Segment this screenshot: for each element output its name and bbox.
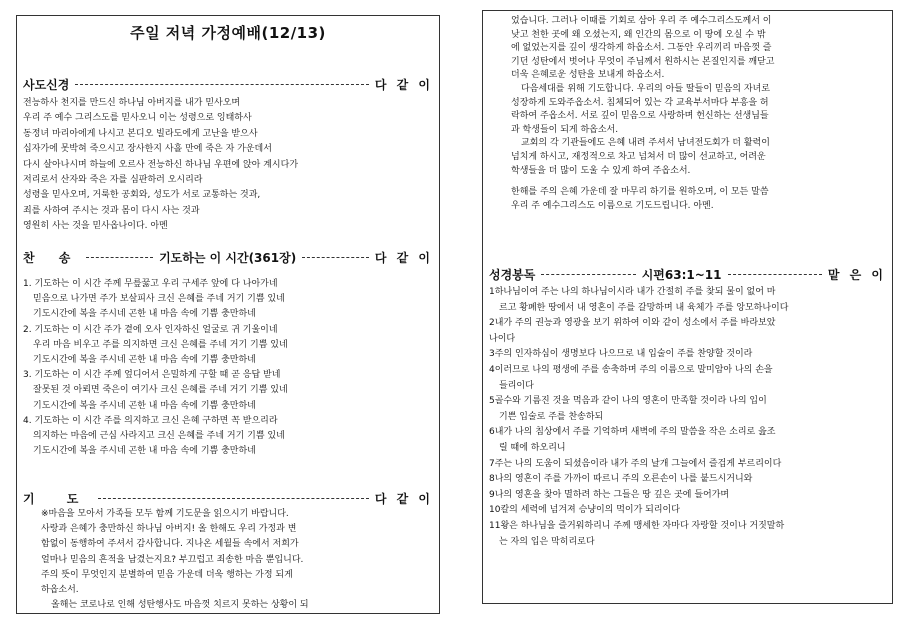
verse-line: 4이러므로 나의 평생에 주를 송축하며 주의 이름으로 말미암아 나의 손을 bbox=[489, 364, 773, 375]
prayer-line: 에 없었는지를 깊이 생각하게 하옵소서. 그동안 우리끼리 마음껏 즐 bbox=[511, 43, 772, 54]
hymn-line: 1. 기도하는 이 시간 주께 무릎꿇고 우리 구세주 앞에 다 나아가네 bbox=[23, 279, 278, 289]
verse-line: 6내가 나의 침상에서 주를 기억하며 새벽에 주의 말씀을 작은 소리로 읊조 bbox=[489, 427, 776, 438]
verse-line: 9나의 영혼을 찾아 멸하려 하는 그들은 땅 깊은 곳에 들어가며 bbox=[489, 489, 730, 500]
creed-line: 죄를 사하여 주시는 것과 몸이 다시 사는 것과 bbox=[23, 205, 200, 216]
creed-leader: 다 같 이 bbox=[374, 78, 433, 92]
prayer-line: 교회의 각 기관들에도 은혜 내려 주셔서 남녀전도회가 더 활력이 bbox=[521, 138, 770, 149]
verse-line: 르고 황폐한 땅에서 내 영혼이 주를 갈망하며 내 육체가 주를 앙모하나이다 bbox=[499, 302, 789, 313]
spacer bbox=[511, 178, 884, 186]
creed-label: 사도신경 bbox=[23, 78, 70, 92]
divider bbox=[75, 84, 368, 85]
verse-line: 3주의 인자하심이 생명보다 나으므로 내 입술이 주를 찬양할 것이라 bbox=[489, 349, 753, 360]
hymn-line: 믿음으로 나가면 주가 보살피사 크신 은혜를 주네 거기 기쁨 있네 bbox=[33, 294, 285, 305]
left-page bbox=[16, 15, 440, 614]
hymn-heading bbox=[23, 249, 433, 266]
prayer-line: 얼마나 믿음의 흔적을 남겼는지요? 부끄럽고 죄송한 마음 뿐입니다. bbox=[41, 554, 304, 565]
creed-line: 성령을 믿사오며, 거룩한 공회와, 성도가 서로 교통하는 것과, bbox=[23, 190, 261, 201]
prayer-line: 하옵소서. bbox=[41, 585, 79, 596]
scripture-heading bbox=[489, 266, 886, 283]
prayer-line: 주의 뜻이 무엇인지 분별하여 믿음 가운데 더욱 행하는 가정 되게 bbox=[41, 569, 293, 580]
hymn-lyrics bbox=[23, 277, 429, 459]
creed-line: 우리 주 예수 그리스도를 믿사오니 이는 성령으로 잉태하사 bbox=[23, 113, 252, 124]
prayer-label: 기 도 bbox=[23, 492, 93, 506]
prayer-text bbox=[41, 507, 429, 613]
hymn-line: 의지하는 마음에 근심 사라지고 크신 은혜를 주네 거기 기쁨 있네 bbox=[33, 431, 285, 442]
prayer-line: 사랑과 은혜가 충만하신 하나님 아버지! 올 한해도 우리 가정과 변 bbox=[41, 524, 297, 535]
creed-line: 십자가에 못박혀 죽으시고 장사한지 사흘 만에 죽은 자 가운데서 bbox=[23, 144, 272, 155]
prayer-line: 더욱 은혜로운 성탄을 보내게 하옵소서. bbox=[511, 70, 665, 81]
hymn-line: 4. 기도하는 이 시간 주를 의지하고 크신 은혜 구하면 꼭 받으리라 bbox=[23, 415, 278, 426]
prayer-line: 학생들을 더 많이 도울 수 있게 하여 주옵소서. bbox=[511, 165, 691, 176]
verse-line: 는 자의 입은 막히리로다 bbox=[499, 536, 595, 547]
verse-line: 2내가 주의 권능과 영광을 보기 위하여 이와 같이 성소에서 주를 바라보았 bbox=[489, 318, 776, 329]
hymn-line: 2. 기도하는 이 시간 주가 곁에 오사 인자하신 얼굴로 귀 기울이네 bbox=[23, 324, 278, 335]
prayer-continued bbox=[511, 15, 884, 213]
hymn-label: 찬 송 bbox=[23, 251, 81, 265]
prayer-heading bbox=[23, 490, 433, 507]
verse-line: 10칼의 세력에 넘겨져 승냥이의 먹이가 되리이다 bbox=[489, 505, 680, 516]
creed-line: 저리로서 산자와 죽은 자를 심판하러 오시리라 bbox=[23, 175, 203, 186]
hymn-line: 3. 기도하는 이 시간 주께 엎디어서 은밀하게 구할 때 곧 응답 받네 bbox=[23, 370, 281, 381]
prayer-line: 낮고 천한 곳에 왜 오셨는지, 왜 인간의 몸으로 이 땅에 오실 수 밖 bbox=[511, 29, 766, 40]
prayer-line: 올해는 코로나로 인해 성탄행사도 마음껏 치르지 못하는 상황이 되 bbox=[51, 600, 309, 611]
scripture-text bbox=[489, 285, 884, 550]
verse-line: 7주는 나의 도움이 되셨음이라 내가 주의 날개 그늘에서 즐겁게 부르리이다 bbox=[489, 458, 782, 469]
divider bbox=[86, 257, 153, 258]
prayer-line: 었습니다. 그러나 이때를 기회로 삼아 우리 주 예수그리스도께서 이 bbox=[511, 16, 772, 26]
prayer-line: 한해를 주의 은혜 가운데 잘 마무리 하기를 원하오며, 이 모든 말씀 bbox=[511, 187, 769, 198]
creed-line: 영원히 사는 것을 믿사옵나이다. 아멘 bbox=[23, 221, 168, 232]
verse-line: 릴 때에 하오리니 bbox=[499, 442, 566, 453]
prayer-line: 다음세대를 위해 기도합니다. 우리의 아들 딸들이 믿음의 자녀로 bbox=[521, 83, 770, 94]
prayer-line: 우리 주 예수그리스도 이름으로 기도드립니다. 아멘. bbox=[511, 200, 714, 211]
hymn-line: 잘못된 것 아뢰면 죽은이 여기사 크신 은혜를 주네 거기 기쁨 있네 bbox=[33, 385, 288, 396]
page-title: 주일 저녁 가정예배(12/13) bbox=[130, 24, 326, 42]
verse-line: 11왕은 하나님을 즐거워하리니 주께 맹세한 자마다 자랑할 것이나 거짓말하 bbox=[489, 520, 785, 531]
hymn-line: 기도시간에 복을 주시네 곤한 내 마음 속에 기쁨 충만하네 bbox=[33, 309, 256, 320]
hymn-line: 기도시간에 복을 주시네 곤한 내 마음 속에 기쁨 충만하네 bbox=[33, 355, 256, 366]
prayer-line: 과 학생들이 되게 하옵소서. bbox=[511, 124, 619, 135]
prayer-line: 락하여 주옵소서. 서로 깊이 믿음으로 사랑하며 헌신하는 선생님들 bbox=[511, 111, 769, 122]
creed-line: 다시 살아나시며 하늘에 오르사 전능하신 하나님 우편에 앉아 계시다가 bbox=[23, 159, 299, 170]
creed-line: 동정녀 마리아에게 나시고 본디오 빌라도에게 고난을 받으사 bbox=[23, 128, 258, 139]
hymn-leader: 다 같 이 bbox=[374, 251, 434, 265]
right-page bbox=[482, 10, 893, 604]
creed-heading bbox=[23, 76, 433, 93]
hymn-line: 우리 마음 비우고 주를 의지하면 크신 은혜를 주네 거기 기쁨 있네 bbox=[33, 339, 288, 350]
hymn-title: 기도하는 이 시간(361장) bbox=[159, 251, 297, 265]
prayer-line: 기던 성탄에서 벗어나 무엇이 주님께서 원하시는 본질인지를 깨닫고 bbox=[511, 56, 775, 67]
scripture-reference: 시편63:1~11 bbox=[641, 268, 722, 282]
verse-line: 1하나님이여 주는 나의 하나님이시라 내가 간절히 주를 찾되 물이 없어 마 bbox=[489, 287, 776, 297]
prayer-note: ※마음을 모아서 가족들 모두 함께 기도문을 읽으시기 바랍니다. bbox=[41, 509, 289, 519]
scripture-reader: 맡 은 이 bbox=[827, 268, 886, 282]
verse-line: 5골수와 기름진 것을 먹음과 같이 나의 영혼이 만족할 것이라 나의 입이 bbox=[489, 396, 767, 407]
prayer-line: 성장하게 도와주옵소서. 침체되어 있는 각 교육부서마다 부흥을 허 bbox=[511, 97, 769, 108]
verse-line: 나이다 bbox=[489, 333, 516, 344]
hymn-line: 기도시간에 복을 주시네 곤한 내 마음 속에 기쁨 충만하네 bbox=[33, 400, 256, 411]
prayer-line: 넘치게 하시고, 재정적으로 차고 넘쳐서 더 많이 선교하고, 어려운 bbox=[511, 151, 766, 162]
divider bbox=[728, 274, 822, 275]
creed-text bbox=[23, 96, 429, 235]
divider bbox=[98, 498, 368, 499]
creed-line: 전능하사 천지를 만드신 하나님 아버지를 내가 믿사오며 bbox=[23, 98, 241, 108]
verse-line: 8나의 영혼이 주를 가까이 따르니 주의 오른손이 나를 붙드시거니와 bbox=[489, 474, 753, 485]
hymn-line: 기도시간에 복을 주시네 곤한 내 마음 속에 기쁨 충만하네 bbox=[33, 446, 256, 457]
prayer-leader: 다 같 이 bbox=[374, 492, 433, 506]
verse-line: 기쁜 입술로 주를 찬송하되 bbox=[499, 411, 604, 422]
prayer-line: 함없이 동행하여 주셔서 감사합니다. 지나온 세월들 속에서 저희가 bbox=[41, 539, 299, 550]
scripture-label: 성경봉독 bbox=[489, 268, 536, 282]
divider bbox=[541, 274, 635, 275]
verse-line: 들리이다 bbox=[499, 380, 534, 391]
divider bbox=[302, 257, 369, 258]
